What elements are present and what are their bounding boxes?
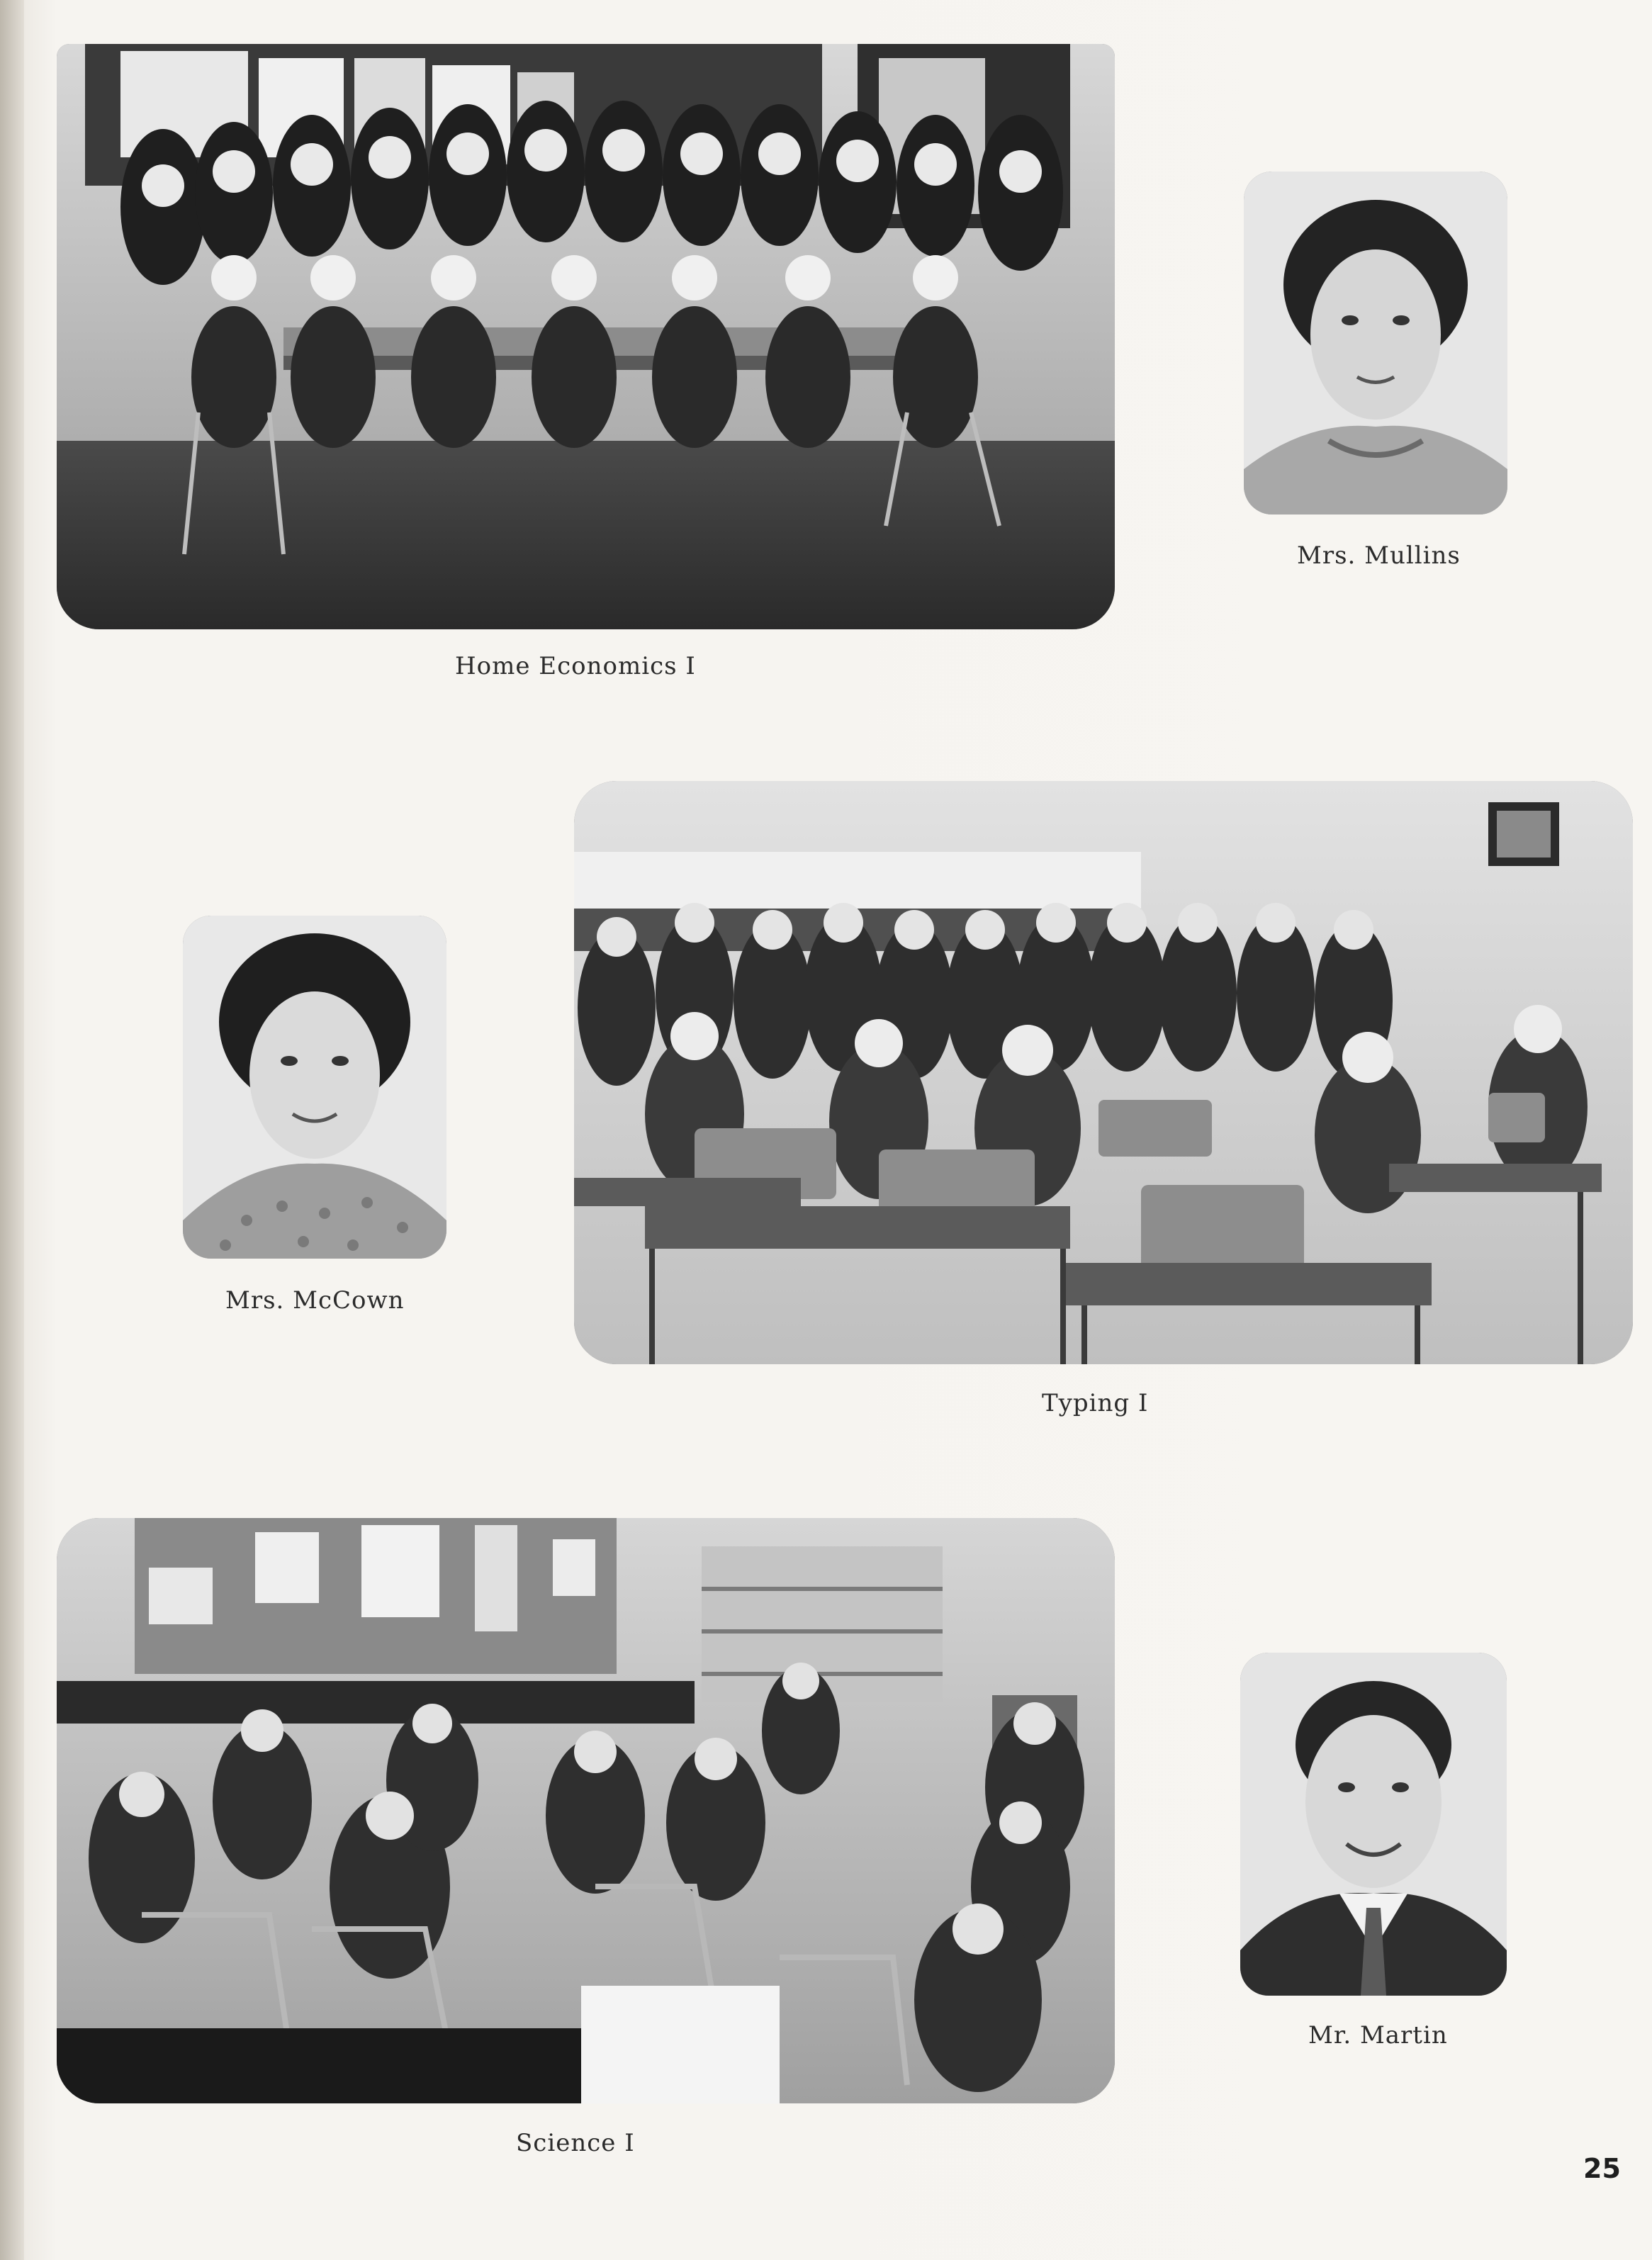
mr-martin-portrait xyxy=(1240,1653,1507,1996)
home-economics-group-photo xyxy=(57,44,1115,629)
mrs-mullins-caption: Mrs. Mullins xyxy=(1297,541,1461,570)
science-group-photo xyxy=(57,1518,1115,2103)
science-caption: Science I xyxy=(516,2129,635,2157)
typing-caption: Typing I xyxy=(1042,1389,1149,1417)
page-number: 25 xyxy=(1583,2153,1621,2184)
mrs-mccown-portrait xyxy=(183,916,446,1259)
home-economics-caption: Home Economics I xyxy=(455,652,696,680)
mrs-mullins-portrait xyxy=(1244,172,1507,515)
page-spine-shadow xyxy=(0,0,24,2260)
typing-group-photo xyxy=(574,781,1633,1364)
mrs-mccown-caption: Mrs. McCown xyxy=(225,1286,405,1315)
mr-martin-caption: Mr. Martin xyxy=(1308,2021,1448,2050)
